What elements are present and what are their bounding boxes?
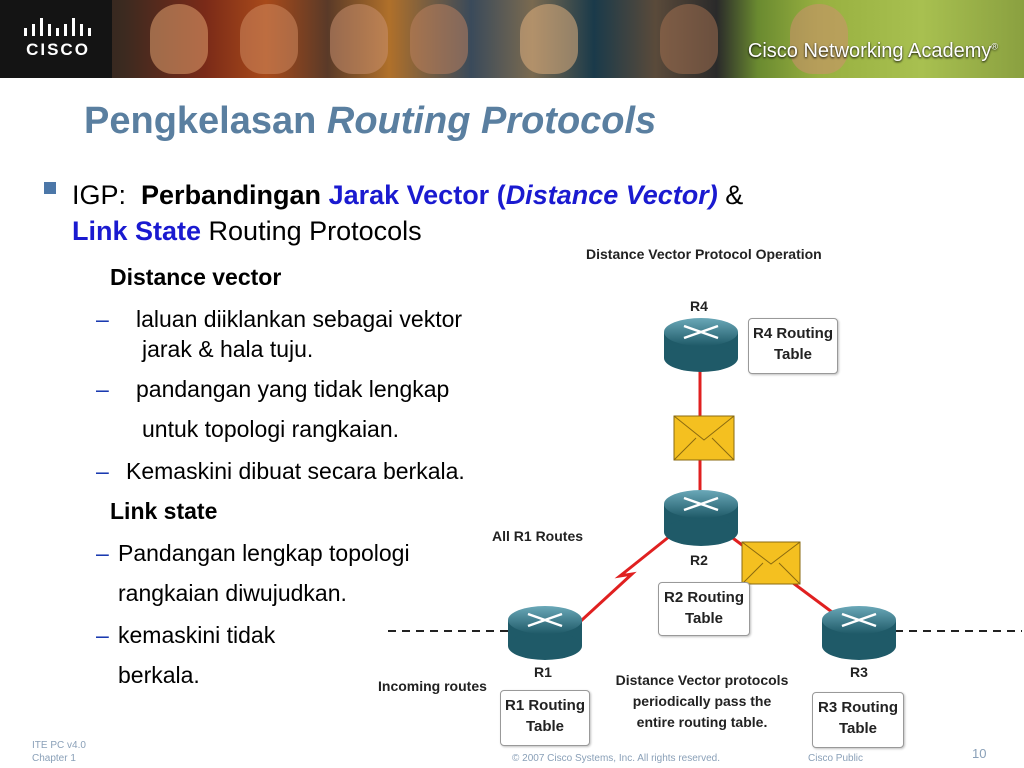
router-label-r4: R4 [690, 298, 708, 314]
all-routes-label: All R1 Routes [492, 528, 584, 544]
routing-table-r3: R3 Routing Table [812, 692, 904, 748]
dv-item-2-cont: untuk topologi rangkaian. [142, 416, 400, 442]
routing-table-r2: R2 Routing Table [658, 582, 750, 636]
dash-icon: – [96, 458, 109, 484]
academy-name: Cisco Networking Academy® [747, 40, 998, 62]
bullet-marker-icon [44, 182, 56, 194]
router-r3-icon [822, 606, 896, 660]
ls-item-2: kemaskini tidak [118, 622, 276, 648]
slide-title: Pengkelasan Routing Protocols [84, 100, 657, 142]
router-r2-icon [664, 490, 738, 546]
envelope-icon [674, 416, 734, 460]
dv-note: Distance Vector protocols periodically pass the entire routing table. [615, 672, 789, 730]
banner-photo [240, 4, 298, 74]
routing-table-r1: R1 Routing Table [500, 690, 590, 746]
banner-photo [330, 4, 388, 74]
dv-heading: Distance vector [110, 264, 282, 290]
banner-photo [660, 4, 718, 74]
footer-copyright: © 2007 Cisco Systems, Inc. All rights reserved. [512, 753, 721, 764]
incoming-routes-label: Incoming routes [378, 678, 487, 694]
dv-item-1: laluan diiklankan sebagai vektor [136, 306, 463, 332]
router-label-r2: R2 [690, 552, 708, 568]
dv-item-1-cont: jarak & hala tuju. [142, 336, 314, 362]
dash-icon: – [96, 540, 109, 566]
page-number: 10 [972, 746, 987, 761]
diagram-title: Distance Vector Protocol Operation [586, 246, 822, 262]
dv-item-2: pandangan yang tidak lengkap [136, 376, 450, 402]
dash-icon: – [96, 306, 109, 332]
dash-icon: – [96, 622, 109, 648]
dv-diagram [370, 236, 1024, 748]
ls-item-1-cont: rangkaian diwujudkan. [118, 580, 347, 606]
routing-table-r4: R4 Routing Table [748, 318, 838, 374]
banner-photo [150, 4, 208, 74]
banner-photo [410, 4, 468, 74]
router-r4-icon [664, 318, 738, 372]
footer-classification: Cisco Public [808, 753, 864, 764]
footer-course: ITE PC v4.0 [32, 740, 86, 751]
ls-item-2-cont: berkala. [118, 662, 200, 688]
bullet-text-line1: IGP: Perbandingan Jarak Vector (Distance Vector) & [72, 180, 744, 210]
router-label-r3: R3 [850, 664, 868, 680]
router-label-r1: R1 [534, 664, 552, 680]
cisco-wordmark: CISCO [26, 40, 90, 59]
dv-item-3: Kemaskini dibuat secara berkala. [126, 458, 465, 484]
footer-chapter: Chapter 1 [32, 753, 76, 764]
header-banner [0, 0, 1024, 78]
banner-photo [790, 4, 848, 74]
ls-item-1: Pandangan lengkap topologi [118, 540, 410, 566]
ls-heading: Link state [110, 498, 218, 524]
dash-icon: – [96, 376, 109, 402]
bullet-text-line2: Link State Routing Protocols [72, 216, 422, 246]
envelope-icon [742, 542, 800, 584]
cisco-logo [0, 0, 112, 78]
router-r1-icon [508, 606, 582, 660]
banner-photo [520, 4, 578, 74]
cisco-bars-icon [22, 18, 94, 40]
